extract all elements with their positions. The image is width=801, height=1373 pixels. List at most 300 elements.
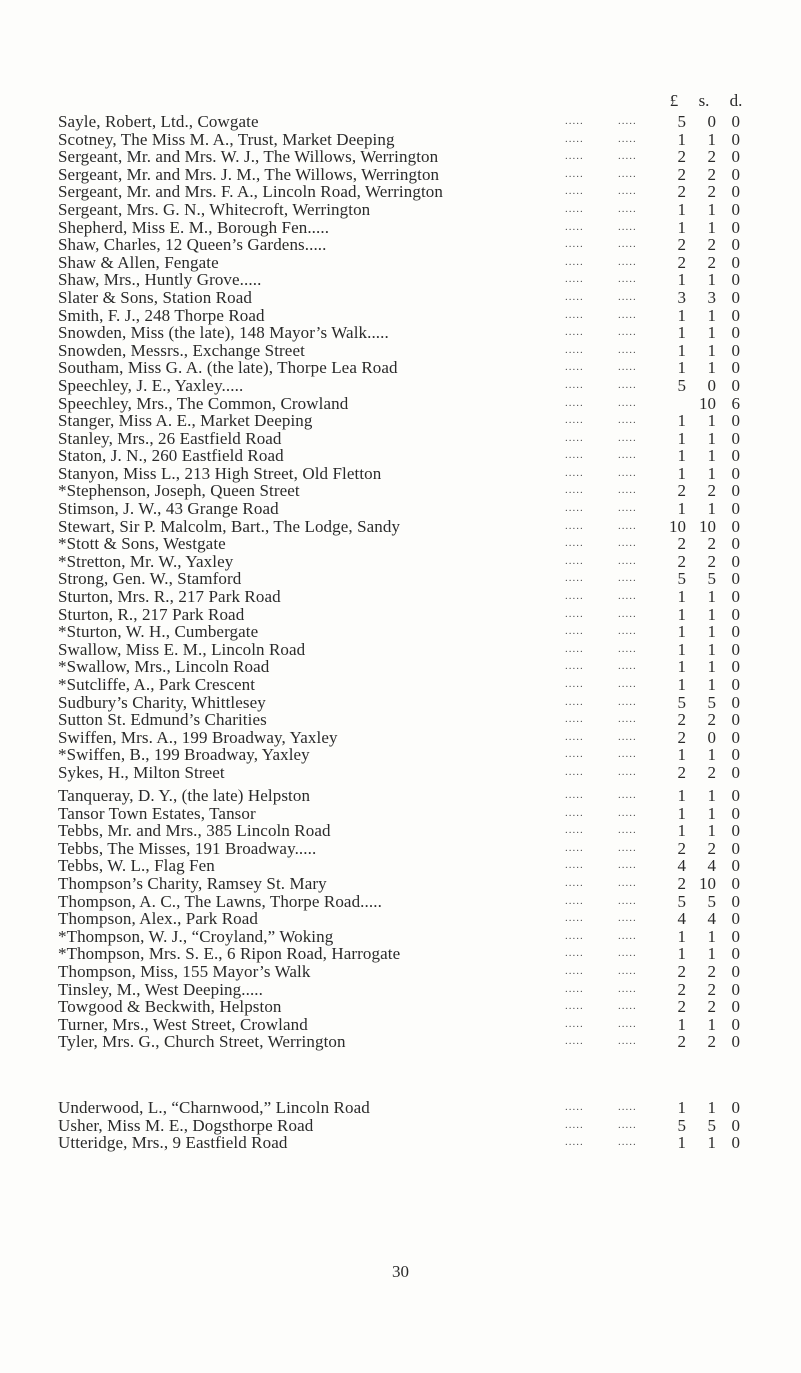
amount-pence: 0 — [731, 358, 740, 378]
leader-dots: ..... — [618, 273, 637, 286]
leader-dots: ..... — [618, 167, 637, 180]
amount-shillings: 3 — [707, 287, 716, 307]
amount-pounds: 1 — [677, 428, 686, 448]
subscriber-name: Shaw, Charles, 12 Queen’s Gardens..... — [58, 235, 327, 255]
leader-dots: ..... — [565, 678, 584, 690]
leader-dots: ..... — [618, 625, 637, 638]
amount-pence: 0 — [731, 147, 740, 167]
amount-pence: 0 — [731, 1115, 740, 1135]
leader-dots: ..... — [618, 824, 637, 837]
subscriber-name: *Thompson, Mrs. S. E., 6 Ripon Road, Harrogate — [58, 944, 401, 964]
list-item — [0, 1099, 801, 1117]
amount-shillings: 1 — [707, 657, 716, 677]
list-item — [0, 289, 801, 307]
subscriber-name: Shepherd, Miss E. M., Borough Fen..... — [58, 217, 330, 237]
leader-dots: ..... — [618, 150, 637, 163]
subscriber-name: *Stott & Sons, Westgate — [58, 534, 226, 554]
amount-pence: 0 — [731, 803, 740, 823]
subscriber-name: Snowden, Messrs., Exchange Street — [58, 340, 305, 360]
section-t-entries — [0, 787, 801, 1051]
amount-pounds: 2 — [677, 182, 686, 202]
leader-dots: ..... — [565, 806, 584, 819]
amount-pounds: 1 — [677, 745, 686, 765]
amount-shillings: 5 — [707, 692, 716, 712]
list-item — [0, 324, 801, 342]
amount-pence: 0 — [731, 604, 740, 624]
list-item — [0, 998, 801, 1016]
amount-shillings: 1 — [707, 675, 716, 694]
amount-pounds: 1 — [677, 786, 686, 805]
leader-dots: ..... — [618, 876, 637, 889]
amount-pounds: 1 — [677, 622, 686, 642]
list-item — [0, 342, 801, 360]
amount-pence: 0 — [731, 305, 740, 325]
amount-pence: 0 — [731, 551, 740, 571]
amount-shillings: 2 — [707, 838, 716, 858]
amount-shillings: 1 — [707, 446, 716, 466]
amount-pounds: 2 — [677, 252, 686, 272]
subscriber-name: Towgood & Beckwith, Helpston — [58, 997, 282, 1017]
amount-pounds: 3 — [677, 287, 686, 307]
leader-dots: ..... — [565, 537, 584, 550]
amount-shillings: 1 — [707, 463, 716, 483]
subscriber-name: Shaw & Allen, Fengate — [58, 252, 219, 272]
list-item — [0, 729, 801, 747]
amount-pence: 0 — [731, 129, 740, 149]
subscriber-name: Speechley, J. E., Yaxley..... — [58, 375, 244, 395]
amount-pence: 0 — [731, 1032, 740, 1052]
amount-pence: 0 — [731, 569, 740, 589]
list-item — [0, 307, 801, 325]
subscriber-name: Tebbs, The Misses, 191 Broadway..... — [58, 838, 317, 858]
amount-shillings: 1 — [707, 411, 716, 431]
amount-pence: 0 — [731, 534, 740, 554]
list-item — [0, 500, 801, 518]
leader-dots: ..... — [618, 502, 637, 515]
leader-dots: ..... — [565, 326, 584, 339]
list-item — [0, 535, 801, 553]
list-item — [0, 623, 801, 641]
amount-shillings: 2 — [707, 182, 716, 202]
leader-dots: ..... — [618, 748, 637, 761]
leader-dots: ..... — [618, 431, 637, 444]
subscriber-name: Stanyon, Miss L., 213 High Street, Old Fletton — [58, 463, 382, 483]
leader-dots: ..... — [565, 642, 584, 655]
subscriber-name: Staton, J. N., 260 Eastfield Road — [58, 446, 284, 466]
list-item — [0, 1134, 801, 1152]
leader-dots: ..... — [565, 290, 584, 303]
amount-shillings: 2 — [707, 534, 716, 554]
subscriber-name: Shaw, Mrs., Huntly Grove..... — [58, 270, 262, 290]
amount-pounds: 2 — [677, 235, 686, 255]
subscriber-name: Tyler, Mrs. G., Church Street, Werrington — [58, 1032, 346, 1052]
pounds-header: £ — [669, 91, 679, 110]
amount-pence: 0 — [731, 252, 740, 272]
leader-dots: ..... — [565, 625, 584, 638]
amount-pence: 0 — [731, 1014, 740, 1034]
list-item — [0, 694, 801, 712]
list-item — [0, 553, 801, 571]
list-item — [0, 711, 801, 729]
list-item — [0, 928, 801, 946]
leader-dots: ..... — [565, 396, 584, 409]
amount-pounds: 4 — [677, 909, 686, 929]
list-item — [0, 981, 801, 999]
list-item — [0, 945, 801, 963]
list-item — [0, 482, 801, 500]
leader-dots: ..... — [618, 1101, 637, 1113]
leader-dots: ..... — [618, 519, 637, 532]
amount-pounds: 2 — [677, 979, 686, 999]
amount-pence: 0 — [731, 499, 740, 519]
leader-dots: ..... — [565, 765, 584, 778]
leader-dots: ..... — [565, 466, 584, 479]
amount-pence: 0 — [731, 997, 740, 1017]
leader-dots: ..... — [618, 642, 637, 655]
subscriber-name: Smith, F. J., 248 Thorpe Road — [58, 305, 265, 325]
amount-pence: 0 — [731, 287, 740, 307]
amount-pence: 0 — [731, 182, 740, 202]
amount-pounds: 1 — [677, 944, 686, 964]
amount-shillings: 1 — [707, 1133, 716, 1153]
list-item — [0, 359, 801, 377]
list-item — [0, 201, 801, 219]
leader-dots: ..... — [565, 167, 584, 180]
amount-pence: 0 — [731, 710, 740, 730]
amount-pence: 0 — [731, 375, 740, 395]
leader-dots: ..... — [618, 185, 637, 198]
subscriber-name: Sykes, H., Milton Street — [58, 762, 225, 782]
amount-shillings: 0 — [707, 727, 716, 747]
amount-pounds: 1 — [677, 1014, 686, 1034]
leader-dots: ..... — [565, 912, 584, 925]
amount-pence: 0 — [731, 340, 740, 360]
amount-pence: 0 — [731, 270, 740, 290]
list-item — [0, 518, 801, 536]
leader-dots: ..... — [565, 748, 584, 761]
amount-shillings: 10 — [699, 393, 716, 413]
shillings-header: s. — [698, 91, 710, 110]
leader-dots: ..... — [565, 982, 584, 995]
leader-dots: ..... — [565, 449, 584, 462]
subscriber-name: *Sturton, W. H., Cumbergate — [58, 622, 259, 642]
amount-pounds: 1 — [677, 675, 686, 694]
leader-dots: ..... — [618, 396, 637, 409]
amount-pounds: 1 — [677, 1133, 686, 1153]
list-item — [0, 963, 801, 981]
subscriber-name: Swiffen, Mrs. A., 199 Broadway, Yaxley — [58, 727, 338, 747]
subscriber-name: Sergeant, Mr. and Mrs. J. M., The Willows, Werrington — [58, 164, 440, 184]
leader-dots: ..... — [565, 484, 584, 497]
leader-dots: ..... — [565, 841, 584, 854]
amount-pounds: 1 — [677, 217, 686, 237]
amount-pence: 0 — [731, 587, 740, 607]
list-item — [0, 1033, 801, 1051]
amount-pounds: 2 — [677, 873, 686, 893]
subscriber-name: Stanley, Mrs., 26 Eastfield Road — [58, 428, 282, 448]
list-item — [0, 447, 801, 465]
subscriber-name: Underwood, L., “Charnwood,” Lincoln Road — [58, 1098, 370, 1117]
amount-pounds: 1 — [677, 463, 686, 483]
leader-dots: ..... — [618, 982, 637, 995]
amount-shillings: 1 — [707, 499, 716, 519]
amount-shillings: 1 — [707, 926, 716, 946]
amount-pounds: 2 — [677, 164, 686, 184]
leader-dots: ..... — [618, 947, 637, 960]
amount-pounds: 1 — [677, 639, 686, 659]
list-item — [0, 840, 801, 858]
amount-pounds: 5 — [677, 1115, 686, 1135]
subscriber-name: Southam, Miss G. A. (the late), Thorpe Lea Road — [58, 358, 398, 378]
amount-shillings: 1 — [707, 323, 716, 343]
amount-pounds: 5 — [677, 891, 686, 911]
subscriber-name: Scotney, The Miss M. A., Trust, Market Deeping — [58, 129, 395, 149]
leader-dots: ..... — [618, 132, 637, 145]
amount-pounds: 4 — [677, 856, 686, 876]
subscriber-name: Usher, Miss M. E., Dogsthorpe Road — [58, 1115, 314, 1135]
leader-dots: ..... — [618, 964, 637, 977]
leader-dots: ..... — [565, 1035, 584, 1048]
amount-shillings: 2 — [707, 252, 716, 272]
amount-shillings: 1 — [707, 622, 716, 642]
subscriber-name: Turner, Mrs., West Street, Crowland — [58, 1014, 308, 1034]
subscriber-name: Tebbs, W. L., Flag Fen — [58, 856, 215, 876]
section-u-entries — [0, 1099, 801, 1152]
amount-pounds: 1 — [677, 305, 686, 325]
leader-dots: ..... — [618, 607, 637, 620]
subscriber-name: Sturton, R., 217 Park Road — [58, 604, 245, 624]
leader-dots: ..... — [618, 449, 637, 462]
amount-pence: 0 — [731, 112, 740, 131]
amount-shillings: 1 — [707, 358, 716, 378]
subscriber-name: Thompson, Miss, 155 Mayor’s Walk — [58, 961, 311, 981]
amount-pence: 0 — [731, 446, 740, 466]
leader-dots: ..... — [618, 326, 637, 339]
amount-pounds: 2 — [677, 961, 686, 981]
list-item — [0, 395, 801, 413]
subscriber-name: Tansor Town Estates, Tansor — [58, 803, 256, 823]
list-item — [0, 676, 801, 694]
leader-dots: ..... — [618, 806, 637, 819]
amount-shillings: 2 — [707, 997, 716, 1017]
amount-pounds: 1 — [677, 604, 686, 624]
leader-dots: ..... — [565, 876, 584, 889]
amount-pounds: 1 — [677, 270, 686, 290]
amount-shillings: 2 — [707, 235, 716, 255]
amount-pence: 0 — [731, 675, 740, 694]
list-item — [0, 641, 801, 659]
leader-dots: ..... — [618, 789, 637, 801]
subscriber-name: *Stretton, Mr. W., Yaxley — [58, 551, 234, 571]
list-item — [0, 570, 801, 588]
list-item — [0, 430, 801, 448]
leader-dots: ..... — [565, 308, 584, 321]
leader-dots: ..... — [618, 1118, 637, 1131]
list-item — [0, 1016, 801, 1034]
subscriber-name: Tebbs, Mr. and Mrs., 385 Lincoln Road — [58, 821, 331, 841]
amount-pence: 0 — [731, 891, 740, 911]
amount-pence: 0 — [731, 657, 740, 677]
leader-dots: ..... — [618, 484, 637, 497]
leader-dots: ..... — [565, 378, 584, 391]
subscriber-name: Swallow, Miss E. M., Lincoln Road — [58, 639, 306, 659]
section-s-entries — [0, 113, 801, 782]
amount-pence: 0 — [731, 786, 740, 805]
leader-dots: ..... — [565, 361, 584, 374]
leader-dots: ..... — [618, 255, 637, 268]
leader-dots: ..... — [565, 660, 584, 673]
amount-pence: 0 — [731, 856, 740, 876]
list-item — [0, 465, 801, 483]
leader-dots: ..... — [618, 220, 637, 233]
amount-shillings: 2 — [707, 551, 716, 571]
list-item — [0, 219, 801, 237]
amount-pence: 0 — [731, 926, 740, 946]
leader-dots: ..... — [565, 115, 584, 127]
amount-pence: 0 — [731, 516, 740, 536]
leader-dots: ..... — [618, 378, 637, 391]
amount-pence: 0 — [731, 164, 740, 184]
leader-dots: ..... — [565, 824, 584, 837]
amount-pence: 0 — [731, 692, 740, 712]
amount-pounds: 5 — [677, 569, 686, 589]
leader-dots: ..... — [618, 730, 637, 743]
subscriber-name: *Stephenson, Joseph, Queen Street — [58, 481, 300, 501]
subscriber-name: Tanqueray, D. Y., (the late) Helpston — [58, 786, 311, 805]
list-item — [0, 787, 801, 805]
amount-shillings: 5 — [707, 1115, 716, 1135]
leader-dots: ..... — [618, 894, 637, 907]
leader-dots: ..... — [565, 607, 584, 620]
amount-pence: 0 — [731, 481, 740, 501]
subscriber-name: Sergeant, Mr. and Mrs. W. J., The Willows, Werrington — [58, 147, 439, 167]
amount-shillings: 2 — [707, 481, 716, 501]
amount-shillings: 5 — [707, 891, 716, 911]
leader-dots: ..... — [618, 554, 637, 567]
subscriber-name: Stewart, Sir P. Malcolm, Bart., The Lodge, Sandy — [58, 516, 401, 536]
leader-dots: ..... — [565, 730, 584, 743]
amount-pounds: 2 — [677, 534, 686, 554]
subscriber-name: Stimson, J. W., 43 Grange Road — [58, 499, 279, 519]
amount-pence: 0 — [731, 1133, 740, 1153]
amount-pence: 0 — [731, 1098, 740, 1117]
subscriber-name: *Thompson, W. J., “Croyland,” Woking — [58, 926, 334, 946]
list-item — [0, 893, 801, 911]
amount-shillings: 1 — [707, 786, 716, 805]
list-item — [0, 1117, 801, 1135]
amount-shillings: 1 — [707, 305, 716, 325]
subscriber-name: Stanger, Miss A. E., Market Deeping — [58, 411, 313, 431]
amount-shillings: 1 — [707, 270, 716, 290]
amount-pence: 0 — [731, 727, 740, 747]
leader-dots: ..... — [618, 912, 637, 925]
list-item — [0, 764, 801, 782]
amount-pence: 0 — [731, 909, 740, 929]
leader-dots: ..... — [565, 572, 584, 585]
leader-dots: ..... — [565, 519, 584, 532]
list-item — [0, 658, 801, 676]
list-item — [0, 588, 801, 606]
leader-dots: ..... — [565, 894, 584, 907]
amount-pence: 0 — [731, 639, 740, 659]
amount-pounds: 2 — [677, 481, 686, 501]
subscriber-name: Speechley, Mrs., The Common, Crowland — [58, 393, 349, 413]
amount-pounds: 1 — [677, 199, 686, 219]
amount-shillings: 1 — [707, 1098, 716, 1117]
amount-pounds: 1 — [677, 1098, 686, 1117]
leader-dots: ..... — [565, 185, 584, 198]
list-item — [0, 857, 801, 875]
list-item — [0, 822, 801, 840]
amount-shillings: 1 — [707, 587, 716, 607]
amount-shillings: 1 — [707, 821, 716, 841]
amount-pence: 0 — [731, 944, 740, 964]
amount-pounds: 10 — [669, 516, 686, 536]
amount-shillings: 2 — [707, 1032, 716, 1052]
subscriber-name: Strong, Gen. W., Stamford — [58, 569, 242, 589]
amount-shillings: 1 — [707, 129, 716, 149]
subscriber-name: Sutton St. Edmund’s Charities — [58, 710, 267, 730]
amount-shillings: 1 — [707, 428, 716, 448]
list-item — [0, 183, 801, 201]
amount-shillings: 5 — [707, 569, 716, 589]
amount-pounds: 5 — [677, 375, 686, 395]
subscriber-name: Tinsley, M., West Deeping..... — [58, 979, 264, 999]
amount-pounds: 1 — [677, 446, 686, 466]
amount-shillings: 2 — [707, 147, 716, 167]
subscriber-name: *Sutcliffe, A., Park Crescent — [58, 675, 256, 694]
leader-dots: ..... — [565, 1118, 584, 1131]
subscriber-name: Thompson’s Charity, Ramsey St. Mary — [58, 873, 327, 893]
leader-dots: ..... — [618, 678, 637, 690]
amount-pounds: 1 — [677, 821, 686, 841]
amount-shillings: 1 — [707, 639, 716, 659]
leader-dots: ..... — [618, 343, 637, 356]
leader-dots: ..... — [618, 290, 637, 303]
amount-pence: 0 — [731, 463, 740, 483]
amount-pence: 0 — [731, 961, 740, 981]
list-item — [0, 131, 801, 149]
amount-shillings: 2 — [707, 710, 716, 730]
amount-shillings: 1 — [707, 745, 716, 765]
amount-pounds: 2 — [677, 710, 686, 730]
leader-dots: ..... — [565, 431, 584, 444]
amount-shillings: 1 — [707, 1014, 716, 1034]
list-item — [0, 254, 801, 272]
list-item — [0, 412, 801, 430]
amount-pence: 6 — [731, 393, 740, 413]
list-item — [0, 166, 801, 184]
leader-dots: ..... — [565, 713, 584, 726]
pence-header: d. — [729, 91, 743, 110]
leader-dots: ..... — [565, 343, 584, 356]
leader-dots: ..... — [618, 1035, 637, 1048]
leader-dots: ..... — [565, 1000, 584, 1013]
leader-dots: ..... — [565, 929, 584, 942]
list-item — [0, 148, 801, 166]
amount-pounds: 1 — [677, 340, 686, 360]
amount-pounds: 5 — [677, 112, 686, 131]
amount-shillings: 10 — [699, 873, 716, 893]
amount-pounds: 2 — [677, 147, 686, 167]
amount-shillings: 4 — [707, 909, 716, 929]
leader-dots: ..... — [565, 789, 584, 801]
amount-pounds: 1 — [677, 803, 686, 823]
list-item — [0, 113, 801, 131]
amount-pounds: 1 — [677, 129, 686, 149]
leader-dots: ..... — [565, 502, 584, 515]
list-item — [0, 805, 801, 823]
